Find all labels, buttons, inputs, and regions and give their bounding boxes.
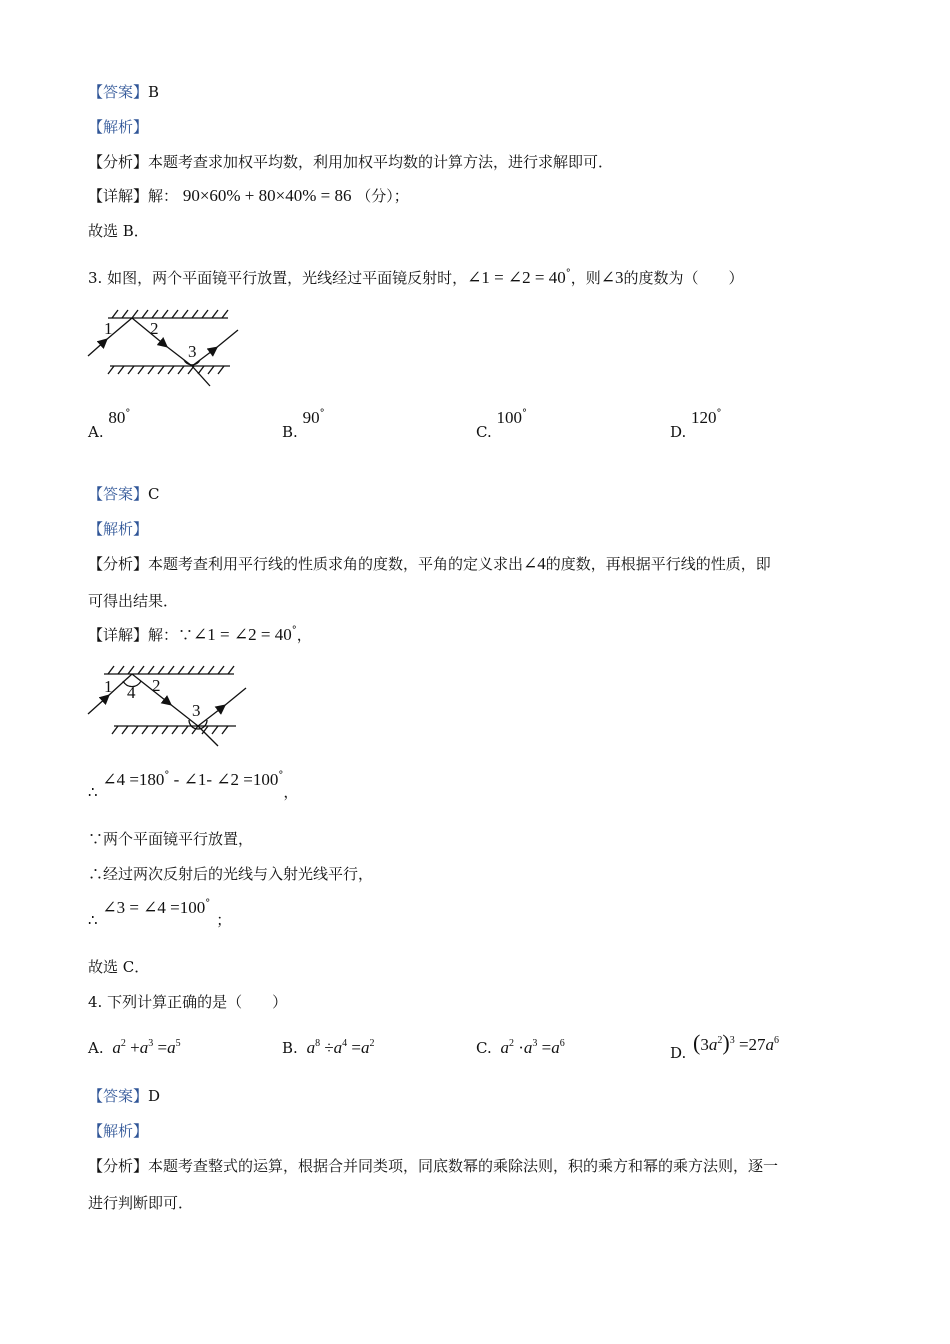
- q3-fenxi-line1: [88, 554, 771, 574]
- incident-ray-arrow: [88, 696, 108, 714]
- mirror-reflection-figure-2: [86, 662, 252, 750]
- reflected-ray-arrow: [132, 318, 166, 346]
- q3-xiangjie-line: [88, 625, 312, 645]
- q3-option-c[interactable]: [476, 408, 527, 442]
- xiangjie-condition: ∠1 = ∠2 = 40: [193, 625, 292, 644]
- fig-label-3: 3: [188, 342, 197, 361]
- q3-stem-condition: ∠1 = ∠2 = 40: [467, 268, 566, 287]
- q3-jiexi: 【解析】: [88, 520, 149, 538]
- option-label: A.: [88, 1039, 104, 1057]
- q4-stem: 4. 下列计算正确的是（ ）: [88, 993, 288, 1011]
- option-value: 90: [302, 408, 320, 427]
- q3-conclusion: 故选 C．: [88, 958, 150, 976]
- step2: ∠3 = ∠4 =100: [102, 898, 206, 917]
- q2-fenxi-line: [88, 152, 613, 172]
- therefore-symbol: ∴: [88, 911, 98, 929]
- mirror-reflection-figure: [86, 308, 246, 390]
- fig-label-2: 2: [150, 319, 159, 338]
- option-label: B.: [282, 1039, 298, 1057]
- option-c-expression: $a^2 \cdot a^3 =a^6$: [500, 1038, 565, 1057]
- degree-symbol: °: [522, 408, 527, 419]
- option-value: 100: [496, 408, 522, 427]
- xiangjie-suffix: ，: [296, 626, 312, 644]
- xiangjie-tag: 【详解】: [88, 187, 149, 205]
- q4-answer-line: [88, 1086, 160, 1106]
- q2-jiexi: 【解析】: [88, 118, 149, 136]
- answer-tag: 【答案】: [88, 485, 149, 503]
- bottom-mirror-hatch: [112, 726, 228, 734]
- xiangjie-prefix: 解：: [148, 187, 179, 205]
- degree-symbol: °: [565, 268, 571, 279]
- q4-option-d[interactable]: [670, 1030, 780, 1062]
- fenxi-text: 本题考查整式的运算，根据合并同类项，同底数幂的乘除法则，积的乘方和幂的乘方法则，逐一: [148, 1157, 779, 1175]
- degree-symbol: °: [319, 408, 325, 419]
- incident-ray-arrow: [88, 340, 106, 356]
- option-d-expression: $(3a^2)^3 =27a^6$: [693, 1030, 780, 1055]
- fig2-label-1: 1: [104, 677, 113, 696]
- degree-symbol: °: [716, 408, 722, 419]
- step1-a: ∠4 =180: [102, 770, 165, 789]
- option-label: D.: [670, 423, 687, 441]
- fenxi-text-b: 的度数，再根据平行线的性质，即: [545, 555, 771, 573]
- step1-b: - ∠1- ∠2 =100: [169, 770, 279, 789]
- degree-symbol: °: [205, 898, 211, 909]
- answer-value: C: [148, 485, 160, 503]
- degree-symbol: °: [278, 770, 284, 781]
- q3-stem-middle: ，则: [570, 269, 601, 287]
- answer-tag: 【答案】: [88, 83, 149, 101]
- fenxi-text-a: 本题考查利用平行线的性质求角的度数，平角的定义求出: [148, 555, 524, 573]
- option-label: C.: [476, 1039, 492, 1057]
- option-label: C.: [476, 423, 492, 441]
- answer-value: B: [148, 83, 160, 101]
- outgoing-ray-arrow: [198, 706, 224, 726]
- option-label: B.: [282, 423, 298, 441]
- q4-option-c[interactable]: [476, 1038, 565, 1058]
- xiangjie-prefix: 解：∵: [148, 626, 194, 644]
- q3-answer-line: [88, 484, 160, 504]
- q2-answer-line: [88, 82, 159, 102]
- therefore-symbol: ∴: [88, 783, 98, 801]
- q3-step1: [88, 770, 298, 800]
- answer-tag: 【答案】: [88, 1087, 149, 1105]
- q3-step2: [88, 898, 231, 928]
- q3-because2: ∵两个平面镜平行放置，: [88, 830, 254, 848]
- fig2-label-2: 2: [152, 676, 161, 695]
- formula-suffix: （分）；: [356, 187, 409, 205]
- option-value: 120: [691, 408, 717, 427]
- fenxi-tag: 【分析】: [88, 555, 149, 573]
- option-value: 80: [108, 408, 126, 427]
- q2-conclusion: 故选 B．: [88, 222, 149, 240]
- q3-stem-angle: ∠3: [600, 268, 624, 287]
- q3-fenxi-line2: 可得出结果．: [88, 592, 179, 610]
- q3-option-d[interactable]: [670, 408, 722, 442]
- bottom-mirror-hatch: [108, 366, 224, 374]
- fenxi-text: 本题考查求加权平均数，利用加权平均数的计算方法，进行求解即可．: [148, 153, 614, 171]
- top-mirror-hatch: [108, 666, 234, 674]
- xiangjie-tag: 【详解】: [88, 626, 149, 644]
- fenxi-tag: 【分析】: [88, 1157, 149, 1175]
- q3-option-b[interactable]: [282, 408, 325, 442]
- reflected-ray-arrow: [132, 674, 170, 704]
- q4-jiexi: 【解析】: [88, 1122, 149, 1140]
- q3-option-a[interactable]: [88, 408, 131, 442]
- option-label: A.: [88, 423, 104, 441]
- q3-stem-prefix: 3. 如图，两个平面镜平行放置，光线经过平面镜反射时，: [88, 269, 468, 287]
- fig2-label-3: 3: [192, 701, 201, 720]
- q2-xiangjie-line: [88, 186, 409, 206]
- q3-therefore2: ∴经过两次反射后的光线与入射光线平行，: [88, 865, 374, 883]
- fig2-label-4: 4: [127, 683, 136, 702]
- q4-fenxi-line2: 进行判断即可．: [88, 1194, 194, 1212]
- fenxi-angle: ∠4: [523, 554, 546, 573]
- option-b-expression: $a^8 \div a^4 =a^2$: [306, 1038, 375, 1057]
- outgoing-ray: [224, 688, 246, 706]
- step1-suffix: ，: [283, 783, 299, 801]
- outgoing-ray: [216, 330, 238, 348]
- fig-label-1: 1: [104, 319, 113, 338]
- q4-option-a[interactable]: [88, 1038, 181, 1058]
- degree-symbol: °: [291, 625, 297, 636]
- option-label: D.: [670, 1044, 687, 1062]
- step2-suffix: ；: [216, 911, 232, 929]
- top-mirror-hatch: [112, 310, 228, 318]
- q4-fenxi-line1: [88, 1156, 778, 1176]
- option-a-expression: $a^2 +a^3 =a^5$: [112, 1038, 181, 1057]
- degree-symbol: °: [164, 770, 170, 781]
- fenxi-tag: 【分析】: [88, 153, 149, 171]
- q3-stem-suffix: 的度数为（ ）: [623, 269, 744, 287]
- q3-stem: [88, 268, 744, 288]
- weighted-average-formula: 90×60% + 80×40% = 86: [182, 186, 352, 205]
- answer-value: D: [148, 1087, 161, 1105]
- degree-symbol: °: [125, 408, 131, 419]
- q4-option-b[interactable]: [282, 1038, 375, 1058]
